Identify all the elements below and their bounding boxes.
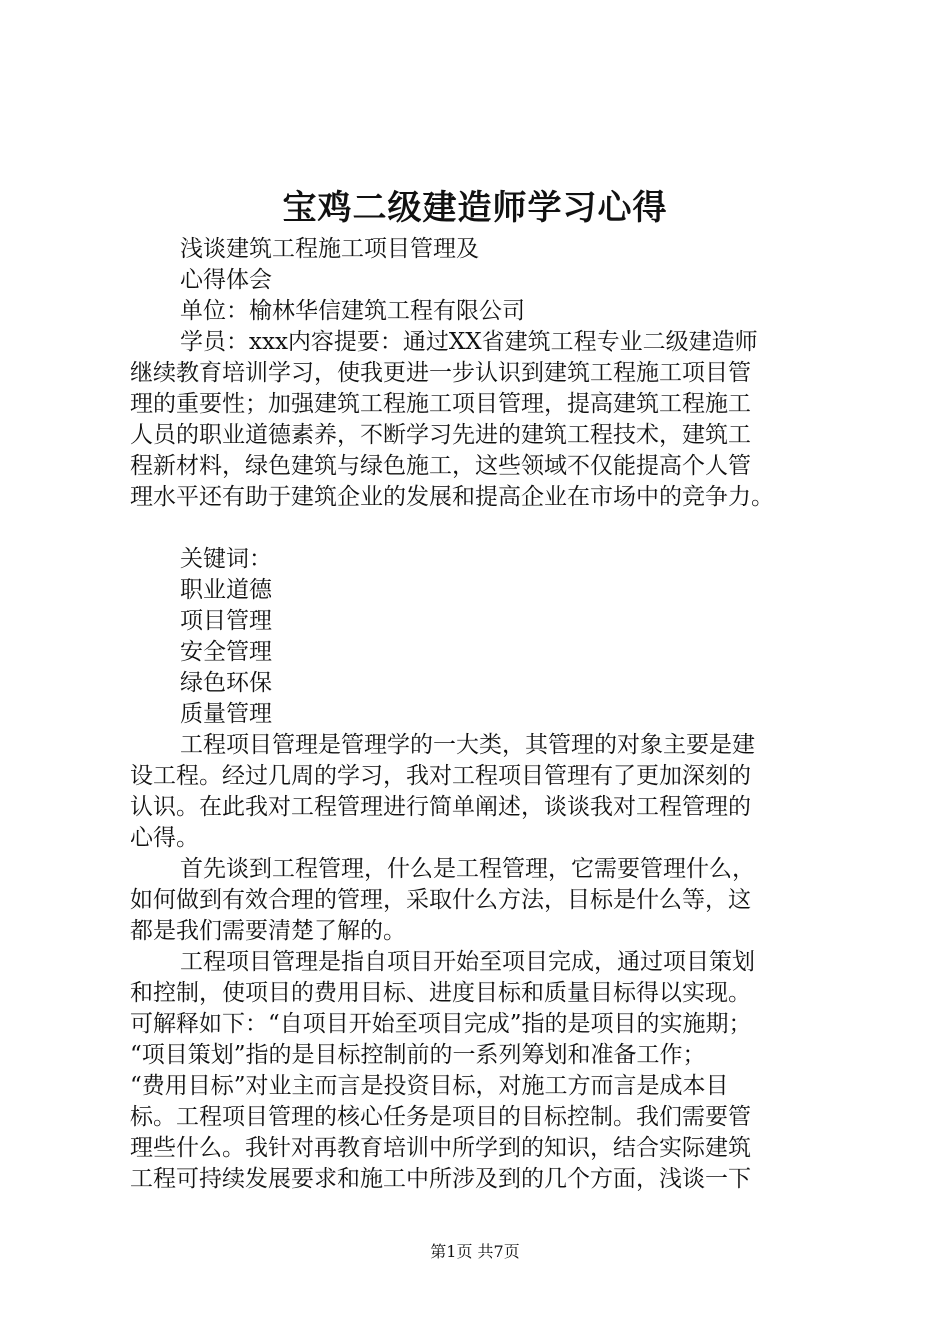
subtitle-line: 心得体会 [180, 267, 272, 293]
subtitle-line: 浅谈建筑工程施工项目管理及 [180, 236, 479, 262]
paragraph-line: 如何做到有效合理的管理，采取什么方法，目标是什么等，这 [130, 887, 751, 913]
paragraph-line: “费用目标”对业主而言是投资目标，对施工方而言是成本目 [130, 1073, 729, 1099]
paragraph-line: 认识。在此我对工程管理进行简单阐述，谈谈我对工程管理的 [130, 794, 751, 820]
keyword-item: 职业道德 [180, 577, 272, 603]
keyword-item: 项目管理 [180, 608, 272, 634]
keyword-item: 质量管理 [180, 701, 272, 727]
unit-line: 单位：榆林华信建筑工程有限公司 [180, 298, 525, 324]
paragraph-line: “项目策划”指的是目标控制前的一系列筹划和准备工作； [130, 1042, 706, 1068]
paragraph-line: 工程项目管理是指自项目开始至项目完成，通过项目策划 [180, 949, 755, 975]
paragraph-line: 首先谈到工程管理，什么是工程管理，它需要管理什么， [180, 856, 755, 882]
paragraph-line: 工程可持续发展要求和施工中所涉及到的几个方面，浅谈一下 [130, 1166, 751, 1192]
abstract-line: 继续教育培训学习，使我更进一步认识到建筑工程施工项目管 [130, 360, 751, 386]
abstract-line: 理水平还有助于建筑企业的发展和提高企业在市场中的竞争力。 [130, 484, 774, 510]
abstract-line: 学员：xxx内容提要：通过XX省建筑工程专业二级建造师 [180, 329, 758, 355]
paragraph-line: 工程项目管理是管理学的一大类，其管理的对象主要是建 [180, 732, 755, 758]
abstract-line: 理的重要性；加强建筑工程施工项目管理，提高建筑工程施工 [130, 391, 751, 417]
abstract-line: 人员的职业道德素养，不断学习先进的建筑工程技术，建筑工 [130, 422, 751, 448]
abstract-line: 程新材料，绿色建筑与绿色施工，这些领域不仅能提高个人管 [130, 453, 751, 479]
keyword-item: 绿色环保 [180, 670, 272, 696]
paragraph-line: 和控制，使项目的费用目标、进度目标和质量目标得以实现。 [130, 980, 751, 1006]
paragraph-line: 都是我们需要清楚了解的。 [130, 918, 406, 944]
page-footer: 第1页 共7页 [430, 1242, 520, 1261]
paragraph-line: 设工程。经过几周的学习，我对工程项目管理有了更加深刻的 [130, 763, 751, 789]
paragraph-line: 标。工程项目管理的核心任务是项目的目标控制。我们需要管 [130, 1104, 751, 1130]
document-title: 宝鸡二级建造师学习心得 [282, 188, 668, 228]
keyword-item: 安全管理 [180, 639, 272, 665]
paragraph-line: 理些什么。我针对再教育培训中所学到的知识，结合实际建筑 [130, 1135, 751, 1161]
document-body [130, 234, 850, 1195]
paragraph-line: 可解释如下：“自项目开始至项目完成”指的是项目的实施期； [130, 1011, 752, 1037]
blank-line [130, 513, 850, 544]
keywords-label: 关键词： [180, 546, 272, 572]
paragraph-line: 心得。 [130, 825, 199, 851]
